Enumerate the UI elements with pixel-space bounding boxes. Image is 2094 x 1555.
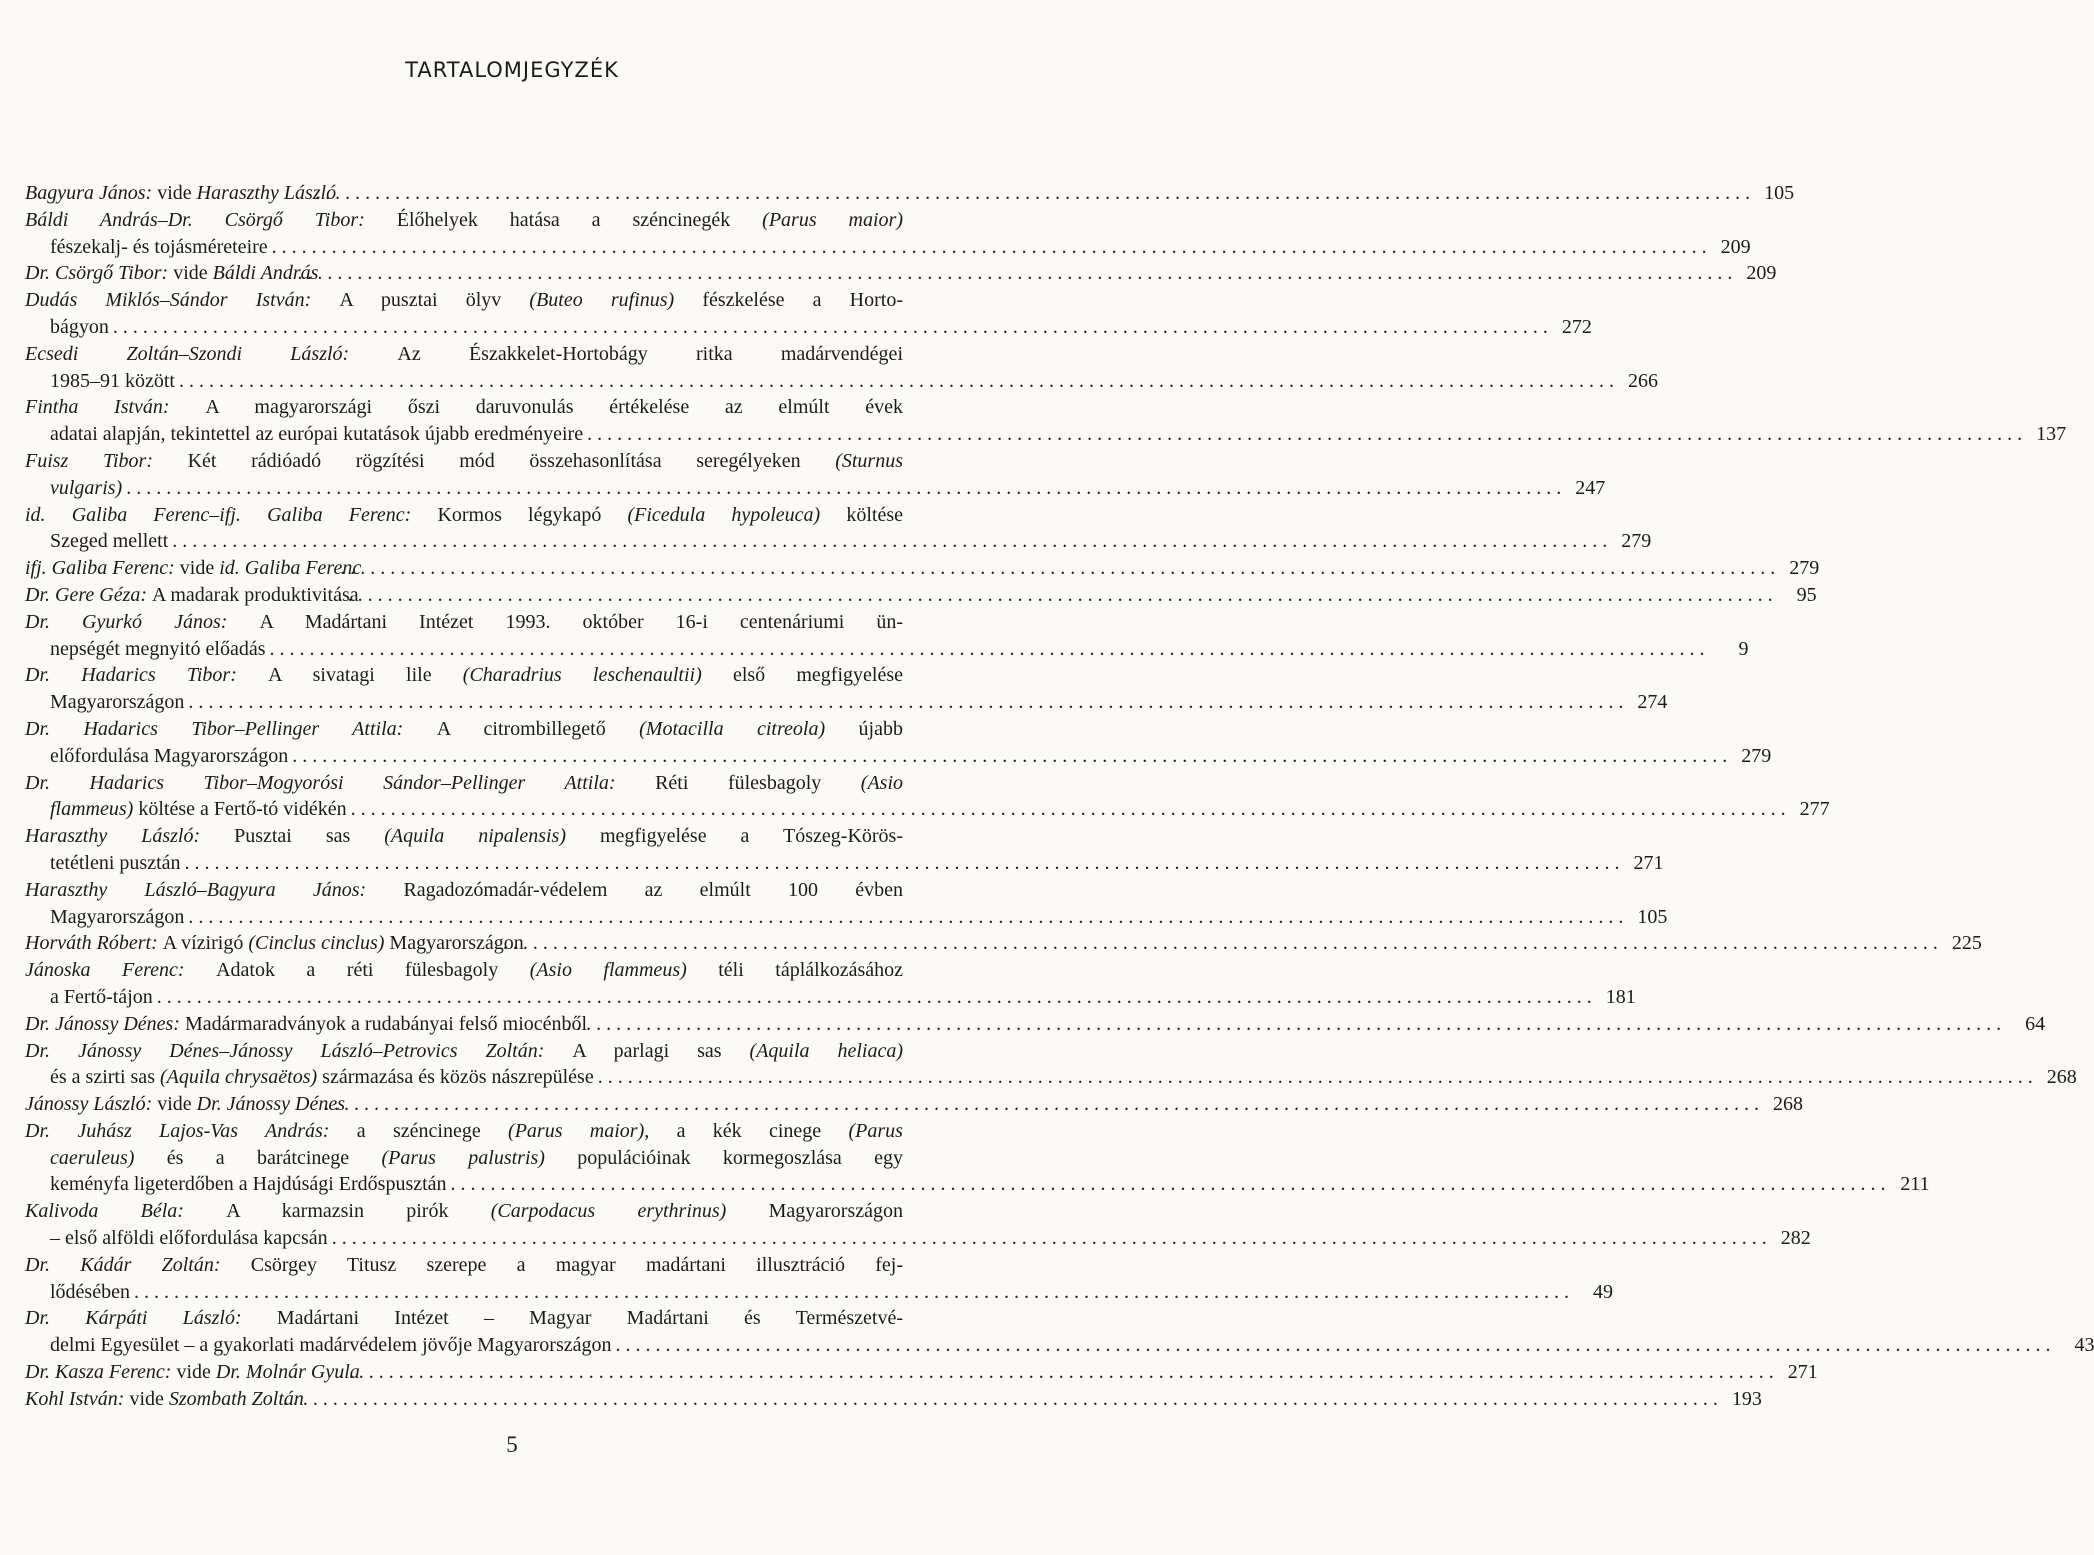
italic-text: Fuisz Tibor: [25, 449, 188, 472]
toc-page-number: 49 [1592, 1280, 1613, 1303]
italic-text: Dr. Kasza Ferenc: [25, 1361, 177, 1384]
toc-entry-text [25, 1011, 588, 1038]
toc-entry-text [50, 1279, 130, 1306]
toc-page-number: 279 [1789, 557, 1820, 580]
italic-text: Dr. Hadarics Tibor–Pellinger Attila: [25, 717, 437, 740]
page-title: TARTALOMJEGYZÉK [405, 58, 619, 82]
toc-page-number: 277 [1799, 798, 1830, 821]
italic-text: id. Galiba Ferenc–ifj. Galiba Ferenc: [25, 503, 438, 526]
text: A Madártani Intézet 1993. október 16-i centenáriumi ün- [259, 610, 904, 633]
toc-page-number: 9 [1738, 637, 1749, 660]
italic-text: Bagyura János: [25, 182, 158, 204]
toc-entry-text [50, 1171, 447, 1198]
toc-entry-last-line [50, 1064, 2077, 1091]
text: A magyarországi őszi daruvonulás értékelése az elmúlt évek [205, 396, 903, 419]
toc-entry-line [25, 770, 903, 797]
italic-text: (Carpodacus erythrinus) [490, 1200, 727, 1223]
text: A karmazsin pirók [226, 1200, 491, 1223]
text: nepségét megnyitó előadás [50, 637, 266, 660]
toc-entry-text [50, 368, 175, 395]
dot-leader [272, 234, 1707, 261]
dot-leader [332, 1225, 1767, 1252]
dot-leader [451, 1171, 1886, 1198]
toc-entry-text [50, 475, 122, 502]
text: a széncinege [356, 1119, 509, 1142]
text: Kormos légykapó [437, 503, 628, 526]
italic-text: Szombath Zoltán [168, 1387, 304, 1410]
toc-entry-line [25, 207, 904, 234]
text: fészekalj- és tojásméreteire [50, 235, 268, 258]
toc-entry-line [25, 823, 903, 850]
text: Magyarországon [50, 691, 185, 714]
toc-entry [25, 1011, 2046, 1038]
text: téli táplálkozásához [686, 959, 903, 982]
italic-text: (Charadrius leschenaultii) [462, 664, 702, 687]
toc-entry-text [50, 689, 184, 716]
toc-entry [25, 582, 1817, 609]
toc-page-number: 272 [1561, 315, 1592, 338]
toc-entry-last-line [25, 1386, 1762, 1413]
toc-entry-last-line [50, 984, 1636, 1011]
toc-entry-line [25, 341, 903, 368]
toc-entry [25, 716, 1772, 770]
toc-entry-line [50, 1145, 903, 1172]
text: Két rádióadó rögzítési mód összehasonlítása seregélyeken [187, 449, 836, 472]
text: 1985–91 között [50, 369, 175, 392]
dot-leader [363, 582, 1773, 609]
dot-leader [188, 689, 1623, 716]
toc-entry [25, 1038, 2077, 1092]
toc-entry-line [25, 877, 904, 904]
toc-entry-line [25, 716, 903, 743]
toc-entry [25, 609, 1749, 663]
toc-entry-last-line [25, 180, 1795, 207]
toc-entry [25, 1118, 1930, 1198]
toc-entry-last-line [50, 743, 1772, 770]
toc-entry-line [25, 1305, 903, 1332]
dot-leader [157, 984, 1592, 1011]
toc-entry-text [25, 1359, 360, 1386]
toc-page-number: 279 [1741, 744, 1772, 767]
toc-entry-line [25, 287, 903, 314]
text: adatai alapján, tekintettel az európai kutatások újabb eredményeire [50, 423, 584, 446]
italic-text: Dudás Miklós–Sándor István: [25, 289, 340, 312]
toc-entry-text [50, 528, 168, 555]
italic-text: Haraszthy László [196, 182, 337, 204]
italic-text: id. Galiba Ferenc [219, 557, 362, 580]
text: Adatok a réti fülesbagoly [216, 959, 530, 982]
text: lődésében [50, 1280, 130, 1303]
text: A parlagi sas [572, 1039, 750, 1062]
text: vide [129, 1387, 169, 1410]
text: megfigyelése a Tószeg-Körös- [565, 825, 903, 848]
toc-entry [25, 180, 1795, 207]
toc-entry [25, 207, 1751, 261]
text: fészkelése a Horto- [674, 289, 903, 312]
dot-leader [340, 180, 1750, 207]
text: a Fertő-tájon [50, 985, 153, 1008]
dot-leader [322, 260, 1732, 287]
text: Csörgey Titusz szerepe a magyar madártani illusztráció fej- [250, 1253, 903, 1276]
text: első megfigyelése [701, 664, 903, 687]
toc-page-number: 268 [1772, 1093, 1803, 1116]
toc-entry-last-line [50, 1279, 1613, 1306]
dot-leader [126, 475, 1561, 502]
toc-entry-text [50, 1225, 328, 1252]
toc-entry-text [50, 796, 347, 823]
toc-entry [25, 1386, 1762, 1413]
text: Magyarországon [50, 905, 185, 928]
toc-page-number: 247 [1575, 476, 1606, 499]
dot-leader [351, 796, 1786, 823]
toc-entry-text [50, 850, 181, 877]
text: és a barátcinege [134, 1146, 382, 1169]
dot-leader [528, 930, 1938, 957]
italic-text: (Asio [860, 771, 903, 794]
toc-entry [25, 287, 1592, 341]
toc-entry-last-line [50, 636, 1749, 663]
italic-text: Dr. Hadarics Tibor–Mogyorósi Sándor–Pellinger Attila: [25, 771, 656, 794]
toc-entry [25, 1252, 1613, 1306]
italic-text: (Parus maior) [762, 208, 904, 231]
toc-entry-text [50, 1332, 611, 1359]
toc-entry-text [25, 1091, 345, 1118]
text: Madármaradványok a rudabányai felső miocénből [184, 1012, 588, 1035]
italic-text: Báldi András–Dr. Csörgő Tibor: [25, 208, 397, 231]
text: A citrombillegető [436, 717, 640, 740]
text: és a szirti sas [50, 1066, 160, 1089]
toc-entry [25, 770, 1830, 824]
dot-leader [179, 368, 1614, 395]
toc-entry-text [25, 930, 524, 957]
toc-page-number: 64 [2025, 1012, 2046, 1035]
italic-text: Jánoska Ferenc: [25, 959, 217, 982]
toc-entry-text [25, 180, 337, 207]
toc-page-number: 279 [1621, 530, 1652, 553]
toc-entry-line [25, 1252, 903, 1279]
toc-entry-text [50, 984, 153, 1011]
text: Élőhelyek hatása a széncinegék [396, 208, 763, 231]
text: tetétleni pusztán [50, 851, 181, 874]
toc-entry-last-line [25, 555, 1820, 582]
dot-leader [615, 1332, 2050, 1359]
toc-entry [25, 260, 1777, 287]
toc-entry-last-line [50, 904, 1668, 931]
toc-entry [25, 448, 1606, 502]
toc-page-number: 209 [1720, 235, 1751, 258]
toc-entry-last-line [25, 1011, 2046, 1038]
toc-entry-last-line [25, 1091, 1803, 1118]
text: költése a Fertő-tó vidékén [133, 798, 347, 821]
italic-text: flammeus) [50, 798, 134, 821]
page-number: 5 [506, 1432, 518, 1457]
toc-entry-line [25, 1038, 904, 1065]
toc-page-number: 225 [1951, 932, 1982, 955]
toc-entry-line [25, 1118, 903, 1145]
text: – első alföldi előfordulása kapcsán [50, 1227, 328, 1250]
italic-text: vulgaris) [50, 476, 123, 499]
toc-entry-line [25, 609, 904, 636]
toc-entry-last-line [50, 475, 1606, 502]
italic-text: Kalivoda Béla: [25, 1200, 227, 1223]
text: Magyarországon [726, 1200, 904, 1223]
italic-text: (Parus [848, 1119, 903, 1142]
italic-text: (Ficedula hypoleuca) [627, 503, 821, 526]
italic-text: Kohl István: [25, 1387, 130, 1410]
dot-leader [598, 1064, 2033, 1091]
toc-entry-line [25, 957, 903, 984]
text: Magyarországon [384, 932, 524, 955]
text: , a kék cinege [644, 1119, 849, 1142]
toc-entry-text [25, 260, 319, 287]
toc-entry-last-line [25, 582, 1817, 609]
toc-entry-last-line [50, 689, 1668, 716]
italic-text: (Sturnus [835, 449, 903, 472]
dot-leader [270, 636, 1705, 663]
text: költése [820, 503, 904, 526]
italic-text: (Aquila chrysaëtos) [159, 1066, 318, 1089]
toc-entry-line [25, 502, 904, 529]
toc-entry [25, 394, 2067, 448]
toc-entry [25, 823, 1664, 877]
toc-entry-text [50, 636, 266, 663]
toc-page-number: 271 [1787, 1361, 1818, 1384]
toc-entry [25, 1091, 1803, 1118]
italic-text: Dr. Csörgő Tibor: [25, 262, 174, 285]
dot-leader [172, 528, 1607, 555]
text: származása és közös nászrepülése [317, 1066, 594, 1089]
text: Réti fülesbagoly [655, 771, 861, 794]
italic-text: (Aquila nipalensis) [384, 825, 566, 848]
italic-text: (Buteo rufinus) [529, 289, 675, 312]
text: újabb [825, 717, 903, 740]
text: A sivatagi lile [268, 664, 463, 687]
text: előfordulása Magyarországon [50, 744, 289, 767]
toc-entry-last-line [50, 850, 1664, 877]
toc-page-number: 193 [1731, 1387, 1762, 1410]
dot-leader [134, 1279, 1569, 1306]
dot-leader [349, 1091, 1759, 1118]
toc-entry-last-line [50, 1225, 1811, 1252]
text: Szeged mellett [50, 530, 169, 553]
toc-entry-last-line [50, 421, 2067, 448]
toc-entry [25, 877, 1668, 931]
toc-entry [25, 341, 1658, 395]
toc-page-number: 181 [1605, 985, 1636, 1008]
italic-text: Dr. Jánossy Dénes: [25, 1012, 185, 1035]
toc-entry-text [50, 314, 109, 341]
toc-list [25, 180, 2094, 1413]
italic-text: Dr. Jánossy Dénes–Jánossy László–Petrovics Zoltán: [25, 1039, 573, 1062]
toc-page-number: 137 [2036, 423, 2067, 446]
text: A pusztai ölyv [339, 289, 530, 312]
toc-entry-line [25, 448, 903, 475]
toc-entry-last-line [50, 234, 1751, 261]
toc-entry-last-line [25, 930, 1982, 957]
toc-entry-last-line [50, 796, 1830, 823]
toc-entry-text [50, 1064, 594, 1091]
italic-text: Dr. Molnár Gyula [215, 1361, 360, 1384]
italic-text: Haraszthy László–Bagyura János: [25, 878, 404, 901]
italic-text: Dr. Gere Géza: [25, 583, 153, 606]
toc-entry-line [25, 1198, 904, 1225]
toc-entry [25, 662, 1668, 716]
toc-page-number: 271 [1633, 851, 1664, 874]
italic-text: (Cinclus cinclus) [248, 932, 385, 955]
toc-entry [25, 1198, 1811, 1252]
toc-page-number: 105 [1764, 182, 1795, 204]
text: A vízirigó [162, 932, 249, 955]
toc-page-number: 105 [1637, 905, 1668, 928]
toc-page-number: 274 [1637, 691, 1668, 714]
italic-text: (Aquila heliaca) [749, 1039, 904, 1062]
toc-page-number: 209 [1746, 262, 1777, 285]
toc-page-number: 211 [1900, 1173, 1930, 1196]
italic-text: (Motacilla citreola) [639, 717, 826, 740]
toc-entry-last-line [50, 314, 1592, 341]
italic-text: Báldi András [212, 262, 319, 285]
text: A madarak produktivitása [152, 583, 359, 606]
toc-page-number: 282 [1780, 1227, 1811, 1250]
toc-entry [25, 1305, 2094, 1359]
toc-entry-text [25, 1386, 304, 1413]
text: vide [173, 262, 213, 285]
italic-text: Dr. Kárpáti László: [25, 1307, 277, 1330]
text: Ragadozómadár-védelem az elmúlt 100 évben [403, 878, 904, 901]
toc-entry-text [50, 234, 268, 261]
dot-leader [113, 314, 1548, 341]
toc-entry [25, 502, 1652, 556]
italic-text: (Parus palustris) [381, 1146, 545, 1169]
toc-entry-last-line [50, 1332, 2094, 1359]
text: keményfa ligeterdőben a Hajdúsági Erdőspusztán [50, 1173, 447, 1196]
toc-entry [25, 1359, 1818, 1386]
text: delmi Egyesület – a gyakorlati madárvédelem jövője Magyarországon [50, 1334, 612, 1357]
toc-entry-line [25, 394, 903, 421]
italic-text: Dr. Jánossy Dénes [196, 1093, 345, 1116]
toc-page-number: 266 [1628, 369, 1658, 392]
toc-entry-last-line [50, 1171, 1930, 1198]
italic-text: Dr. Hadarics Tibor: [25, 664, 269, 687]
text: vide [157, 1093, 197, 1116]
toc-entry [25, 957, 1636, 1011]
toc-entry-text [50, 904, 184, 931]
text: bágyon [50, 315, 109, 338]
italic-text: (Parus maior) [508, 1119, 645, 1142]
dot-leader [364, 1359, 1774, 1386]
text: vide [157, 182, 197, 204]
toc-entry-line [25, 662, 903, 689]
text: Az Északkelet-Hortobágy ritka madárvendégei [397, 342, 903, 365]
italic-text: (Asio flammeus) [529, 959, 687, 982]
toc-entry-last-line [50, 528, 1652, 555]
dot-leader [365, 555, 1775, 582]
dot-leader [308, 1386, 1718, 1413]
toc-entry [25, 555, 1820, 582]
dot-leader [587, 421, 2022, 448]
toc-page-number: 95 [1796, 583, 1817, 606]
dot-leader [185, 850, 1620, 877]
italic-text: Ecsedi Zoltán–Szondi László: [25, 342, 398, 365]
toc-entry [25, 930, 1982, 957]
italic-text: Fintha István: [25, 396, 206, 419]
dot-leader [188, 904, 1623, 931]
toc-entry-text [50, 743, 288, 770]
italic-text: Horváth Róbert: [25, 932, 163, 955]
italic-text: Dr. Juhász Lajos-Vas András: [25, 1119, 357, 1142]
italic-text: ifj. Galiba Ferenc: [25, 557, 180, 580]
toc-entry-text [25, 555, 362, 582]
toc-entry-text [25, 582, 359, 609]
italic-text: Haraszthy László: [25, 825, 235, 848]
italic-text: Jánossy László: [25, 1093, 158, 1116]
toc-entry-text [50, 421, 583, 448]
toc-page-number: 268 [2046, 1066, 2077, 1089]
dot-leader [292, 743, 1727, 770]
toc-entry-last-line [50, 368, 1658, 395]
italic-text: Dr. Gyurkó János: [25, 610, 260, 633]
text: Pusztai sas [234, 825, 385, 848]
toc-page-number: 43 [2074, 1334, 2094, 1357]
dot-leader [591, 1011, 2001, 1038]
toc-entry-last-line [25, 1359, 1818, 1386]
text: vide [176, 1361, 216, 1384]
text: vide [179, 557, 220, 580]
italic-text: Dr. Kádár Zoltán: [25, 1253, 251, 1276]
text: populációinak kormegoszlása egy [544, 1146, 903, 1169]
text: Madártani Intézet – Magyar Madártani és Természetvé- [276, 1307, 903, 1330]
toc-entry-last-line [25, 260, 1777, 287]
italic-text: caeruleus) [50, 1146, 135, 1169]
